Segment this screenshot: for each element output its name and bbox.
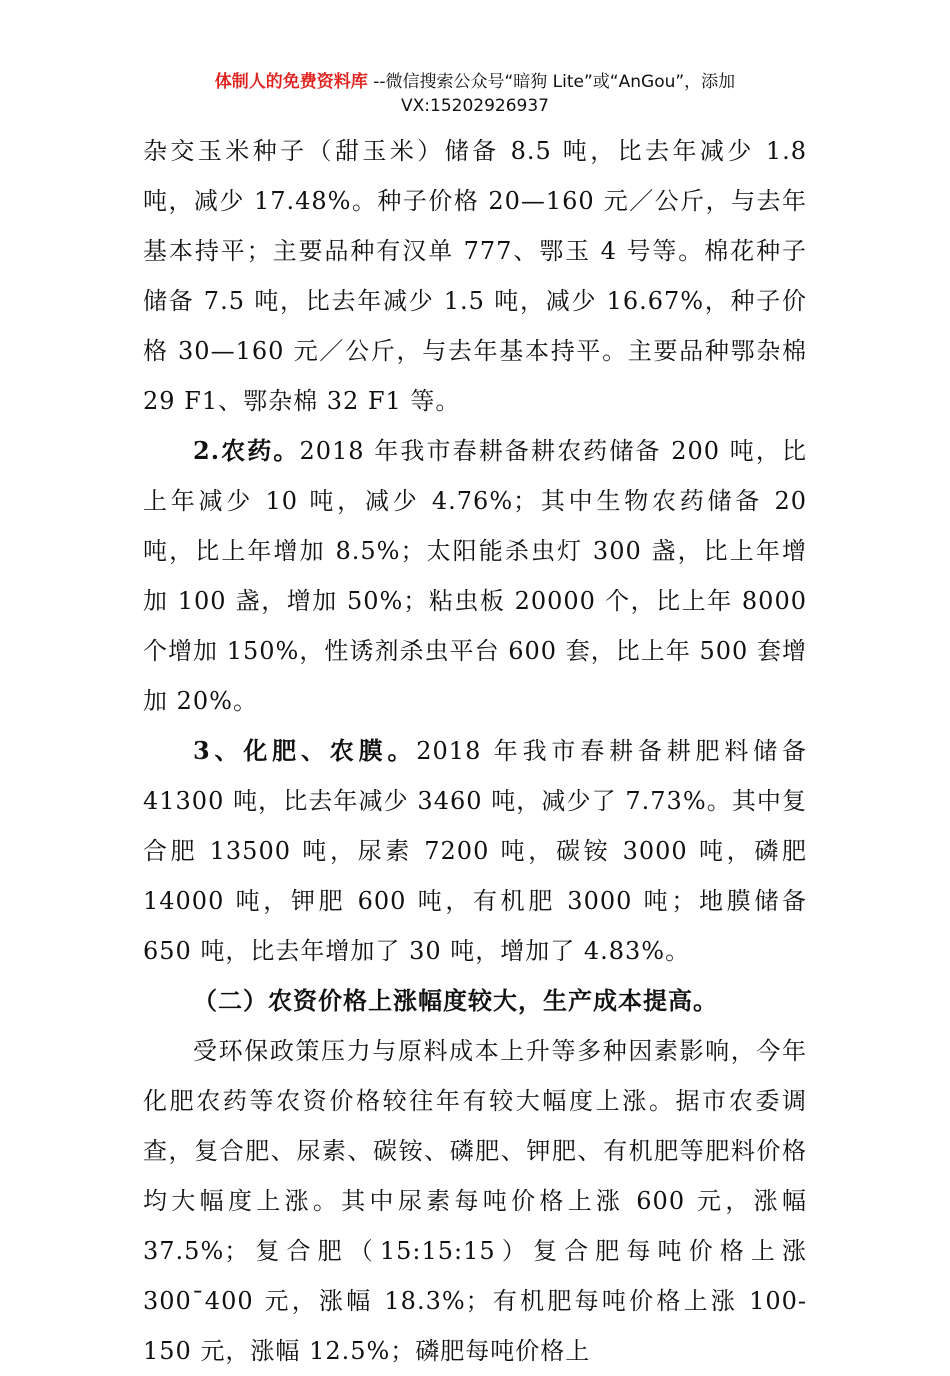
document-body: [143, 126, 807, 1376]
paragraph-seeds: 杂交玉米种子（甜玉米）储备 8.5 吨，比去年减少 1.8 吨，减少 17.48%。种子价格 20—160 元／公斤，与去年基本持平；主要品种有汉单 777、鄂玉 4 号等。棉花种子储备 7.5 吨，比去年减少 1.5 吨，减少 16.67%，种子价格 30—160 元／公斤，与去年基本持平。主要品种鄂杂棉 29 F1、鄂杂棉 32 F1 等。: [143, 137, 807, 415]
paragraph-prices: 受环保政策压力与原料成本上升等多种因素影响，今年化肥农药等农资价格较往年有较大幅度上涨。据市农委调查，复合肥、尿素、碳铵、磷肥、钾肥、有机肥等肥料价格均大幅度上涨。其中尿素每吨价格上涨 600 元，涨幅 37.5%；复合肥（15:15:15）复合肥每吨价格上涨 300ˉ400 元，涨幅 18.3%；有机肥每吨价格上涨 100-150 元，涨幅 12.5%；磷肥每吨价格上: [143, 1037, 807, 1365]
subsection-title-pesticides: 2.农药。: [193, 436, 300, 465]
subsection-title-fertilizer: 3、化肥、农膜。: [193, 736, 417, 765]
header-brand: 体制人的免费资料库: [214, 72, 368, 92]
paragraph-fertilizer: [143, 726, 807, 976]
subsection-text-fertilizer: 2018 年我市春耕备耕肥料储备 41300 吨，比去年减少 3460 吨，减少了 7.73%。其中复合肥 13500 吨，尿素 7200 吨，碳铵 3000 吨，磷肥 14000 吨，钾肥 600 吨，有机肥 3000 吨；地膜储备 650 吨，比去年增加了 30 吨，增加了 4.83%。: [143, 737, 807, 965]
paragraph-pesticides: [143, 426, 807, 726]
section-heading: （二）农资价格上涨幅度较大，生产成本提高。: [193, 986, 718, 1015]
document-header: [0, 70, 950, 118]
header-promo: --微信搜索公众号“暗狗 Lite”或“AnGou”，添加: [367, 72, 736, 92]
header-line-2: VX:15202926937: [401, 96, 549, 116]
subsection-text-pesticides: 2018 年我市春耕备耕农药储备 200 吨，比上年减少 10 吨，减少 4.76%；其中生物农药储备 20 吨，比上年增加 8.5%；太阳能杀虫灯 300 盏，比上年增加 100 盏，增加 50%；粘虫板 20000 个，比上年 8000 个增加 150%，性诱剂杀虫平台 600 套，比上年 500 套增加 20%。: [143, 437, 807, 715]
header-line-1: [0, 70, 950, 94]
